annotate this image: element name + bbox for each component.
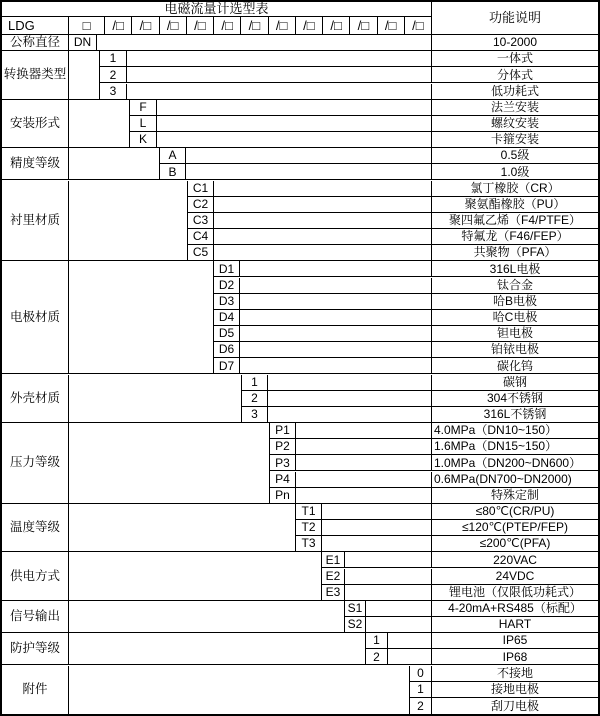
option-description: 低功耗式	[432, 84, 598, 100]
option-code: E3	[322, 585, 345, 601]
spacer-cell	[296, 455, 432, 471]
option-code: P1	[270, 423, 296, 439]
model-slash-box: /□	[269, 17, 296, 35]
spacer-cell	[240, 278, 432, 294]
option-code: E1	[322, 552, 345, 568]
spacer-cell	[296, 488, 432, 504]
model-slash-box: /□	[105, 17, 132, 35]
option-description: 卡箍安装	[432, 132, 598, 148]
spacer-cell	[214, 229, 432, 245]
option-code: 1	[100, 51, 127, 67]
spacer-cell	[268, 391, 432, 407]
option-description: ≤200℃(PFA)	[432, 536, 598, 552]
option-code: D5	[214, 326, 240, 342]
spacer-cell	[366, 617, 432, 633]
option-description: 1.0MPa（DN200~DN600）	[432, 455, 598, 471]
model-slash-box: /□	[160, 17, 187, 35]
model-base-box: □	[69, 17, 105, 35]
category-label: 精度等级	[2, 148, 69, 180]
model-slash-box: /□	[214, 17, 241, 35]
option-code: P2	[270, 439, 296, 455]
spacer-cell	[322, 520, 432, 536]
option-code: D6	[214, 342, 240, 358]
spacer-cell	[69, 100, 130, 149]
option-code: E2	[322, 569, 345, 585]
option-description: 分体式	[432, 67, 598, 83]
option-code: P4	[270, 472, 296, 488]
option-code: D7	[214, 358, 240, 374]
option-code: A	[160, 148, 186, 164]
option-code: B	[160, 164, 186, 180]
table-title: 电磁流量计选型表	[2, 2, 432, 17]
spacer-cell	[69, 181, 188, 262]
spacer-cell	[268, 407, 432, 423]
spacer-cell	[388, 633, 432, 649]
spacer-cell	[157, 116, 432, 132]
option-description: 4-20mA+RS485（标配）	[432, 601, 598, 617]
model-slash-box: /□	[187, 17, 214, 35]
option-description: 220VAC	[432, 552, 598, 568]
option-description: 刮刀电极	[432, 698, 598, 714]
option-description: 1.0级	[432, 164, 598, 180]
option-description: 316L电极	[432, 261, 598, 277]
option-code: 1	[366, 633, 388, 649]
spacer-cell	[69, 552, 322, 601]
spacer-cell	[214, 197, 432, 213]
model-prefix: LDG	[2, 17, 69, 35]
category-label: 外壳材质	[2, 375, 69, 424]
spacer-cell	[69, 261, 214, 374]
model-slash-box: /□	[350, 17, 377, 35]
option-description: HART	[432, 617, 598, 633]
spacer-cell	[240, 310, 432, 326]
category-label: 转换器类型	[2, 51, 69, 100]
category-label: 温度等级	[2, 504, 69, 553]
spacer-cell	[345, 569, 432, 585]
spacer-cell	[69, 423, 270, 504]
option-code: S1	[345, 601, 366, 617]
model-slash-box: /□	[241, 17, 268, 35]
option-description: 316L不锈钢	[432, 407, 598, 423]
option-code: 2	[242, 391, 268, 407]
option-description: IP65	[432, 633, 598, 649]
category-label: 供电方式	[2, 552, 69, 601]
spacer-cell	[69, 666, 410, 715]
spacer-cell	[69, 375, 242, 424]
option-code: D2	[214, 278, 240, 294]
category-label: 信号输出	[2, 601, 69, 633]
option-description: 哈B电极	[432, 294, 598, 310]
option-description: 钛合金	[432, 278, 598, 294]
option-description: 0.6MPa(DN700~DN2000)	[432, 472, 598, 488]
option-code: T1	[296, 504, 322, 520]
category-label: 电极材质	[2, 261, 69, 374]
option-description: 钽电极	[432, 326, 598, 342]
option-description: 不接地	[432, 666, 598, 682]
spacer-cell	[214, 213, 432, 229]
spacer-cell	[127, 84, 432, 100]
option-code: DN	[69, 35, 97, 51]
option-code: T2	[296, 520, 322, 536]
model-slash-box: /□	[378, 17, 405, 35]
spacer-cell	[268, 375, 432, 391]
spacer-cell	[127, 51, 432, 67]
option-code: 1	[242, 375, 268, 391]
spacer-cell	[366, 601, 432, 617]
spacer-cell	[214, 181, 432, 197]
spacer-cell	[345, 585, 432, 601]
spacer-cell	[240, 261, 432, 277]
spacer-cell	[97, 35, 432, 51]
option-code: 3	[100, 84, 127, 100]
model-slash-box: /□	[296, 17, 323, 35]
model-slash-box: /□	[132, 17, 159, 35]
option-description: 4.0MPa（DN10~150）	[432, 423, 598, 439]
option-code: D1	[214, 261, 240, 277]
option-code: Pn	[270, 488, 296, 504]
spacer-cell	[186, 148, 432, 164]
option-description: 法兰安装	[432, 100, 598, 116]
spacer-cell	[214, 245, 432, 261]
spacer-cell	[157, 100, 432, 116]
option-code: F	[130, 100, 157, 116]
spacer-cell	[322, 504, 432, 520]
option-code: 3	[242, 407, 268, 423]
option-code: 0	[410, 666, 432, 682]
option-code: D4	[214, 310, 240, 326]
option-code: C1	[188, 181, 214, 197]
option-code: 1	[410, 682, 432, 698]
option-description: 24VDC	[432, 569, 598, 585]
spacer-cell	[388, 649, 432, 665]
function-column-header: 功能说明	[432, 2, 598, 35]
option-code: D3	[214, 294, 240, 310]
option-description: ≤120℃(PTEP/FEP)	[432, 520, 598, 536]
category-label: 防护等级	[2, 633, 69, 665]
spacer-cell	[240, 342, 432, 358]
option-description: 1.6MPa（DN15~150）	[432, 439, 598, 455]
category-label: 衬里材质	[2, 181, 69, 262]
option-code: T3	[296, 536, 322, 552]
option-code: K	[130, 132, 157, 148]
spacer-cell	[69, 148, 160, 180]
spacer-cell	[69, 601, 345, 633]
spacer-cell	[322, 536, 432, 552]
spacer-cell	[69, 51, 100, 100]
option-description: 共聚物（PFA）	[432, 245, 598, 261]
spacer-cell	[69, 633, 366, 665]
spacer-cell	[240, 294, 432, 310]
option-description: 碳化钨	[432, 358, 598, 374]
option-code: 2	[410, 698, 432, 714]
category-label: 压力等级	[2, 423, 69, 504]
option-description: 一体式	[432, 51, 598, 67]
spacer-cell	[296, 439, 432, 455]
option-description: 接地电极	[432, 682, 598, 698]
spacer-cell	[157, 132, 432, 148]
option-description: 锂电池（仅限低功耗式）	[432, 585, 598, 601]
spacer-cell	[69, 504, 296, 553]
option-code: P3	[270, 455, 296, 471]
option-code: C4	[188, 229, 214, 245]
option-description: 氯丁橡胶（CR）	[432, 181, 598, 197]
option-description: 304不锈钢	[432, 391, 598, 407]
option-description: 螺纹安装	[432, 116, 598, 132]
spacer-cell	[127, 67, 432, 83]
model-slash-box: /□	[323, 17, 350, 35]
option-description: 铂铱电极	[432, 342, 598, 358]
option-code: C5	[188, 245, 214, 261]
option-code: C3	[188, 213, 214, 229]
spacer-cell	[296, 423, 432, 439]
category-label: 附件	[2, 666, 69, 715]
option-description: 聚四氟乙烯（F4/PTFE）	[432, 213, 598, 229]
spacer-cell	[296, 472, 432, 488]
option-description: IP68	[432, 649, 598, 665]
option-code: S2	[345, 617, 366, 633]
category-label: 公称直径	[2, 35, 69, 51]
option-code: 2	[366, 649, 388, 665]
option-description: 聚氨酯橡胶（PU）	[432, 197, 598, 213]
option-description: 10-2000	[432, 35, 598, 51]
option-code: 2	[100, 67, 127, 83]
option-description: 特氟龙（F46/FEP）	[432, 229, 598, 245]
option-description: 0.5级	[432, 148, 598, 164]
option-description: 特殊定制	[432, 488, 598, 504]
spacer-cell	[240, 358, 432, 374]
option-description: 碳钢	[432, 375, 598, 391]
spacer-cell	[186, 164, 432, 180]
spacer-cell	[240, 326, 432, 342]
category-label: 安装形式	[2, 100, 69, 149]
option-code: L	[130, 116, 157, 132]
model-slash-box: /□	[405, 17, 432, 35]
option-description: 哈C电极	[432, 310, 598, 326]
option-code: C2	[188, 197, 214, 213]
option-description: ≤80℃(CR/PU)	[432, 504, 598, 520]
spacer-cell	[345, 552, 432, 568]
